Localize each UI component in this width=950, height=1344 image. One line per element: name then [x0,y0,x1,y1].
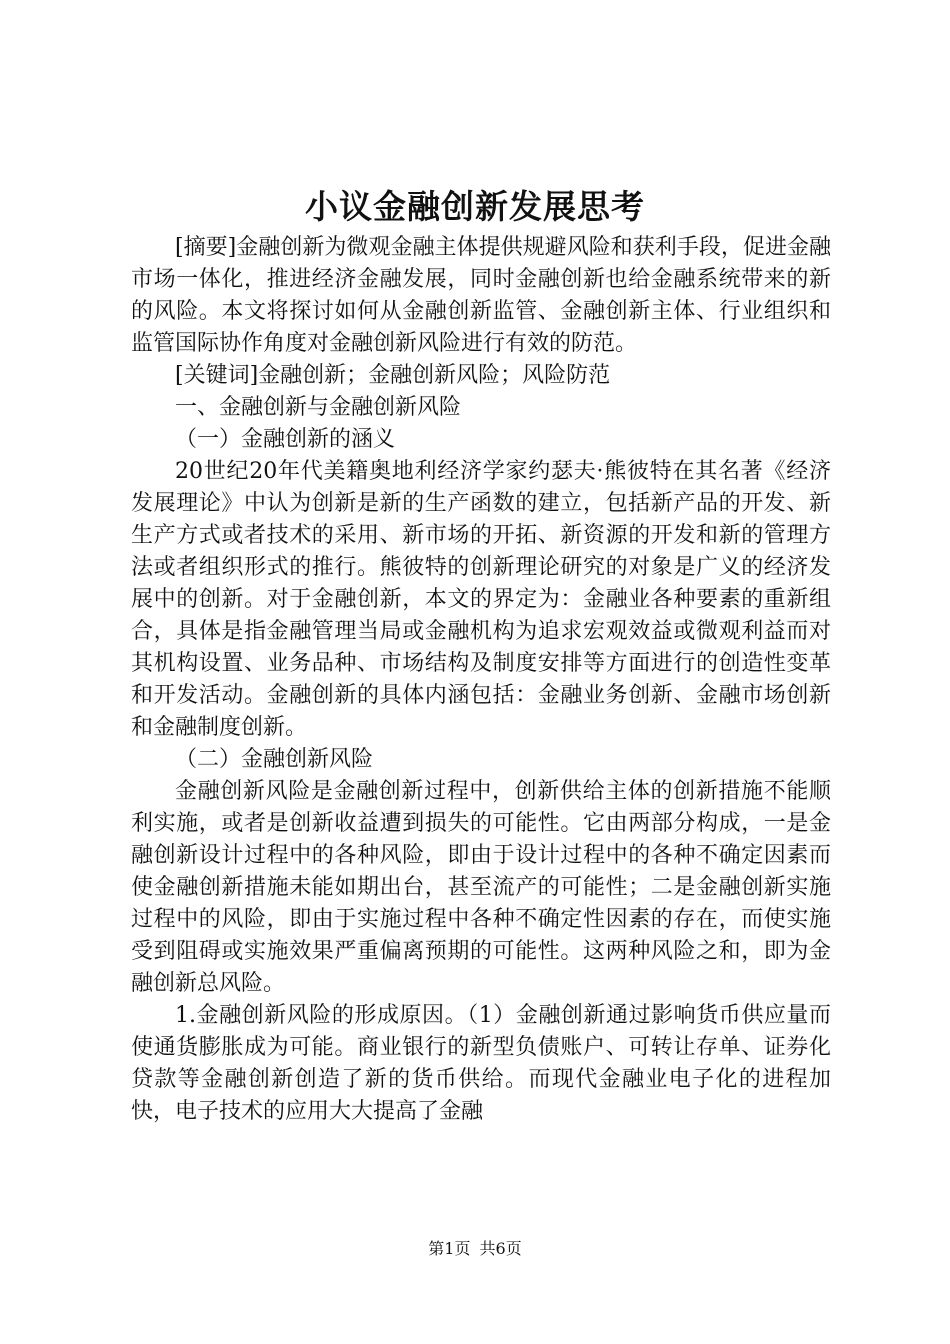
body-paragraph: 1.金融创新风险的形成原因。（1）金融创新通过影响货币供应量而使通货膨胀成为可能。商业银行的新型负债账户、可转让存单、证券化贷款等金融创新创造了新的货币供给。而现代金融业电子化的进程加快，电子技术的应用大大提高了金融 [131,1003,831,1124]
abstract-paragraph: [摘要]金融创新为微观金融主体提供规避风险和获利手段，促进金融市场一体化，推进经济金融发展，同时金融创新也给金融系统带来的新的风险。本文将探讨如何从金融创新监管、金融创新主体、行业组织和监管国际协作角度对金融创新风险进行有效的防范。 [131,235,831,356]
subsection-heading-2: （二）金融创新风险 [175,747,374,772]
section-heading-1: 一、金融创新与金融创新风险 [175,395,462,420]
keywords-paragraph: [关键词]金融创新；金融创新风险；风险防范 [175,363,611,388]
subsection-heading-1: （一）金融创新的涵义 [175,427,396,452]
page-number: 第1页 [428,1239,471,1258]
page-footer [0,1238,950,1260]
document-body [131,232,831,1128]
body-paragraph: 金融创新风险是金融创新过程中，创新供给主体的创新措施不能顺利实施，或者是创新收益遭到损失的可能性。它由两部分构成，一是金融创新设计过程中的各种风险，即由于设计过程中的各种不确定因素而使金融创新措施未能如期出台，甚至流产的可能性；二是金融创新实施过程中的风险，即由于实施过程中各种不确定性因素的存在，而使实施受到阻碍或实施效果严重偏离预期的可能性。这两种风险之和，即为金融创新总风险。 [131,779,831,996]
page-total: 共6页 [479,1239,522,1258]
document-title: 小议金融创新发展思考 [305,187,645,226]
body-paragraph: 20世纪20年代美籍奥地利经济学家约瑟夫·熊彼特在其名著《经济发展理论》中认为创新是新的生产函数的建立，包括新产品的开发、新生产方式或者技术的采用、新市场的开拓、新资源的开发和新的管理方法或者组织形式的推行。熊彼特的创新理论研究的对象是广义的经济发展中的创新。对于金融创新，本文的界定为：金融业各种要素的重新组合，具体是指金融管理当局或金融机构为追求宏观效益或微观利益而对其机构设置、业务品种、市场结构及制度安排等方面进行的创造性变革和开发活动。金融创新的具体内涵包括：金融业务创新、金融市场创新和金融制度创新。 [131,459,831,740]
